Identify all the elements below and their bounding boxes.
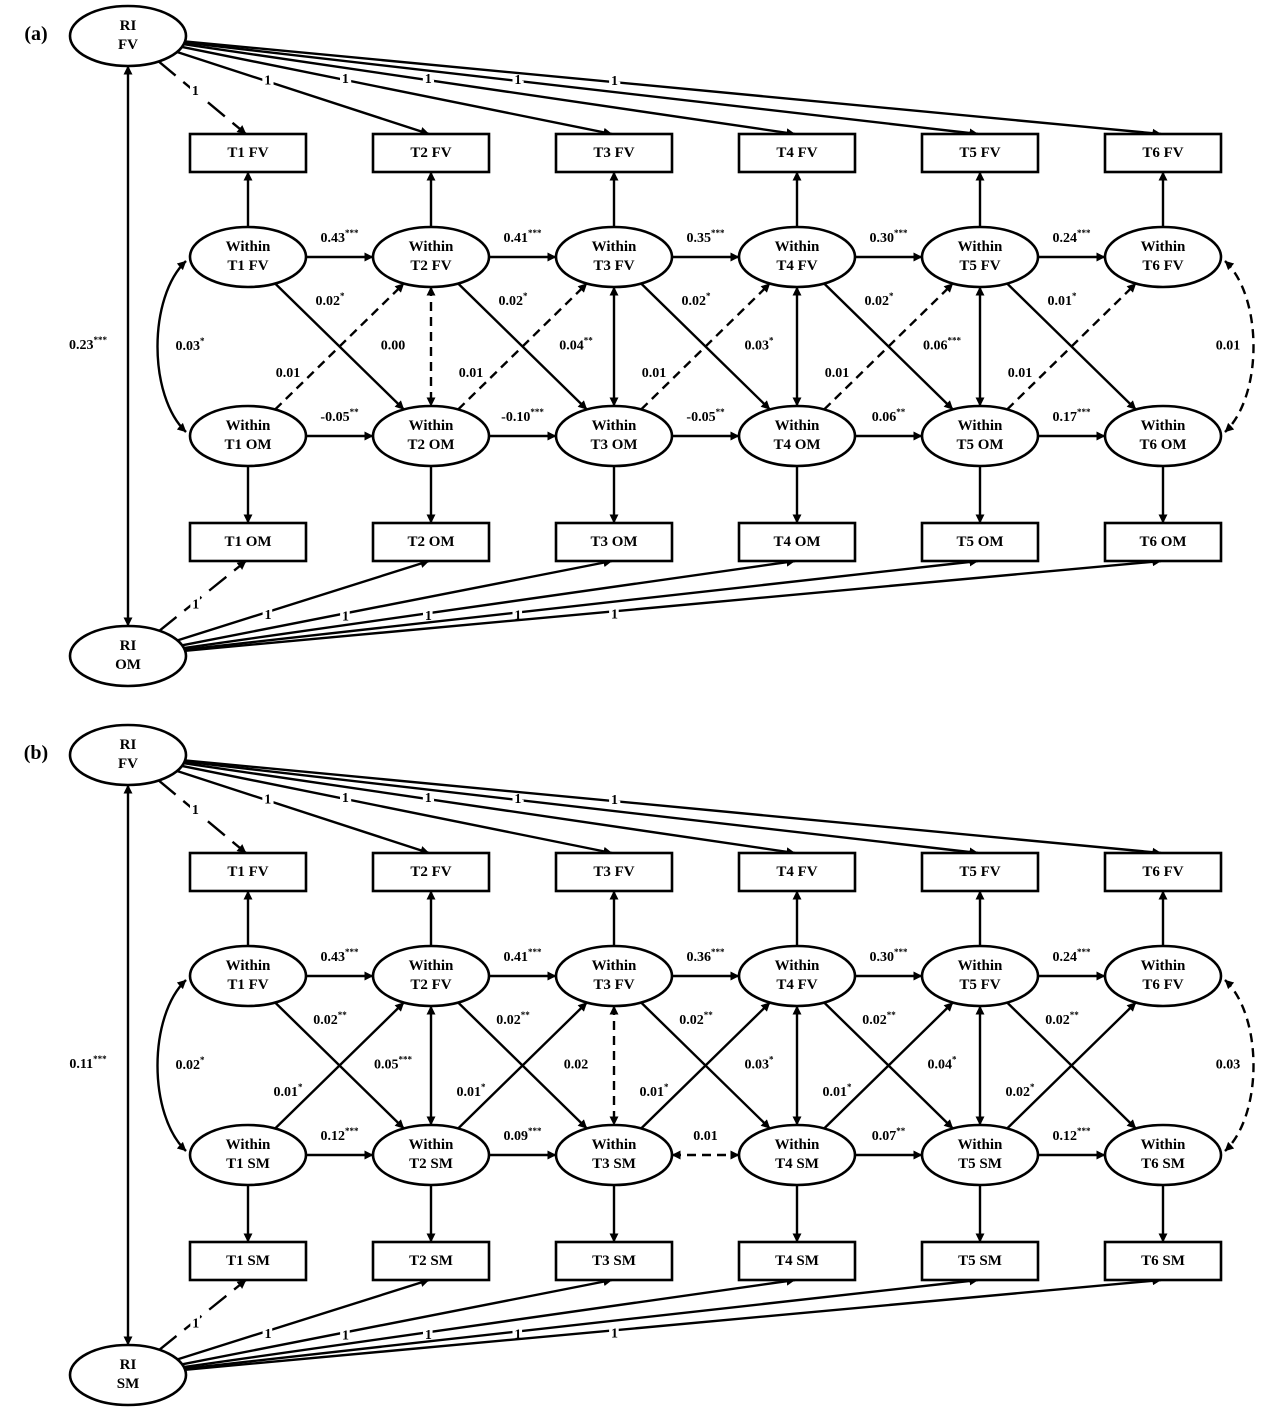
ri-top-loading-t1 (159, 780, 246, 853)
ri-top-loading-label-t1: 1 (191, 84, 199, 100)
ri-covariance-label: 0.23*** (69, 335, 107, 354)
ri-bottom-loading-t5 (185, 561, 978, 650)
bottom-within-t1-shape (190, 1125, 306, 1185)
ri-top-loading-t4 (184, 44, 795, 134)
top-within-t1 (190, 946, 306, 1006)
bottom-within-t5 (922, 1125, 1038, 1185)
top-observed-t5 (922, 134, 1038, 172)
ri-top-node (70, 6, 186, 66)
top-ar-label-t4: 0.30*** (869, 947, 908, 966)
ri-bottom-loading-t3 (182, 1280, 612, 1364)
within-covariance-label-t1: 0.02* (175, 1055, 205, 1074)
bottom-within-t4-line1: Within (774, 418, 820, 435)
within-covariance-label-t5: 0.04* (927, 1054, 957, 1073)
ri-bottom-loading-label-t2: 1 (264, 1327, 272, 1343)
ri-bottom-loading-t2 (178, 561, 429, 640)
top-observed-t4 (739, 853, 855, 891)
cross-top-to-bottom-label-t1: 0.02** (313, 1010, 347, 1029)
bottom-observed-t1 (190, 1242, 306, 1280)
ri-bottom-loading-label-t4: 1 (424, 609, 432, 625)
bottom-within-t1-line2: T1 OM (224, 437, 272, 454)
top-within-t5-line1: Within (957, 958, 1003, 975)
bottom-within-t2-shape (373, 1125, 489, 1185)
cross-top-to-bottom-label-t4: 0.02** (862, 1010, 896, 1029)
bottom-observed-t5-label: T5 SM (958, 1253, 1002, 1270)
ri-top-loading-t5 (185, 43, 978, 134)
ri-top-loading-label-t3: 1 (341, 791, 349, 807)
top-observed-t1-label: T1 FV (227, 864, 269, 881)
cross-bottom-to-top-label-t3: 0.01 (641, 366, 667, 382)
within-covariance-label-t1: 0.03* (175, 336, 205, 355)
top-ar-label-t1: 0.43*** (320, 228, 359, 247)
top-observed-t1-label: T1 FV (227, 145, 269, 162)
bottom-within-t2-line1: Within (408, 418, 454, 435)
top-ar-label-t2: 0.41*** (503, 228, 542, 247)
ri-top-node-shape (70, 725, 186, 785)
ri-bottom-loading-t2 (178, 1280, 429, 1359)
top-observed-t2 (373, 134, 489, 172)
top-within-t5 (922, 946, 1038, 1006)
bottom-observed-t4-label: T4 OM (773, 534, 821, 551)
bottom-within-t6-line1: Within (1140, 1137, 1186, 1154)
ri-bottom-node (70, 1345, 186, 1405)
top-within-t2-line2: T2 FV (410, 258, 452, 275)
bottom-within-t4-shape (739, 1125, 855, 1185)
top-observed-t6-label: T6 FV (1142, 864, 1184, 881)
cross-bottom-to-top-label-t4: 0.01* (822, 1082, 852, 1101)
cross-top-to-bottom-label-t1: 0.02* (315, 291, 345, 310)
cross-top-to-bottom-label-t5: 0.02** (1045, 1010, 1079, 1029)
ri-bottom-loading-label-t4: 1 (424, 1328, 432, 1344)
top-ar-label-t1: 0.43*** (320, 947, 359, 966)
ri-bottom-loading-label-t2: 1 (264, 608, 272, 624)
ri-covariance-label: 0.11*** (69, 1054, 107, 1073)
top-within-t1-shape (190, 227, 306, 287)
bottom-within-t4 (739, 406, 855, 466)
top-within-t1-shape (190, 946, 306, 1006)
ri-top-node-line2: FV (118, 756, 138, 773)
top-within-t3-shape (556, 227, 672, 287)
bottom-within-t4-line2: T4 OM (773, 437, 821, 454)
ri-bottom-loading-label-t3: 1 (342, 609, 350, 625)
ri-bottom-node-line1: RI (119, 638, 137, 655)
top-within-t4-line1: Within (774, 958, 820, 975)
top-within-t6-line2: T6 FV (1142, 977, 1184, 994)
top-within-t6 (1105, 946, 1221, 1006)
bottom-ar-label-t1: -0.05** (320, 407, 359, 426)
bottom-observed-t5-label: T5 OM (956, 534, 1004, 551)
bottom-observed-t4 (739, 523, 855, 561)
ri-bottom-node-shape (70, 1345, 186, 1405)
ri-top-loading-label-t3: 1 (341, 72, 349, 88)
bottom-observed-t4 (739, 1242, 855, 1280)
bottom-within-t1-shape (190, 406, 306, 466)
bottom-ar-label-t1: 0.12*** (320, 1126, 359, 1145)
top-within-t3 (556, 946, 672, 1006)
ri-top-node-line1: RI (119, 18, 137, 35)
ri-bottom-node-shape (70, 626, 186, 686)
top-within-t2 (373, 946, 489, 1006)
bottom-within-t6-shape (1105, 1125, 1221, 1185)
bottom-observed-t2-label: T2 SM (409, 1253, 453, 1270)
bottom-within-t1-line1: Within (225, 1137, 271, 1154)
bottom-ar-label-t3: -0.05** (686, 407, 725, 426)
top-ar-label-t3: 0.35*** (686, 228, 725, 247)
ri-bottom-node (70, 626, 186, 686)
top-within-t3-shape (556, 946, 672, 1006)
bottom-within-t5-shape (922, 1125, 1038, 1185)
top-observed-t4-label: T4 FV (776, 145, 818, 162)
ri-top-loading-t4 (184, 763, 795, 853)
bottom-within-t4 (739, 1125, 855, 1185)
bottom-within-t6-shape (1105, 406, 1221, 466)
top-observed-t4 (739, 134, 855, 172)
bottom-observed-t2 (373, 1242, 489, 1280)
bottom-ar-label-t5: 0.17*** (1052, 407, 1091, 426)
bottom-observed-t6 (1105, 523, 1221, 561)
within-covariance-label-t4: 0.03* (744, 1054, 774, 1073)
within-covariance-label-t4: 0.03* (744, 335, 774, 354)
top-observed-t5-label: T5 FV (959, 145, 1001, 162)
bottom-observed-t1 (190, 523, 306, 561)
ri-bottom-loading-t6 (185, 1280, 1161, 1370)
top-observed-t5 (922, 853, 1038, 891)
top-observed-t2-label: T2 FV (410, 864, 452, 881)
top-observed-t3 (556, 134, 672, 172)
bottom-within-t2 (373, 406, 489, 466)
within-covariance-label-t5: 0.06*** (923, 335, 961, 354)
within-covariance-label-t3: 0.02 (563, 1057, 589, 1073)
cross-bottom-to-top-label-t1: 0.01 (275, 366, 301, 382)
top-within-t2-shape (373, 946, 489, 1006)
cross-top-to-bottom-label-t3: 0.02* (681, 291, 711, 310)
cross-bottom-to-top-label-t3: 0.01* (639, 1082, 669, 1101)
bottom-within-t2-line1: Within (408, 1137, 454, 1154)
cross-top-to-bottom-label-t2: 0.02* (498, 291, 528, 310)
bottom-within-t2-shape (373, 406, 489, 466)
top-within-t2-line2: T2 FV (410, 977, 452, 994)
ri-top-loading-label-t4: 1 (424, 791, 432, 807)
cross-bottom-to-top-label-t5: 0.02* (1005, 1082, 1035, 1101)
ri-bottom-loading-t6 (185, 561, 1161, 651)
ri-top-loading-label-t6: 1 (610, 793, 618, 809)
top-within-t6-line1: Within (1140, 239, 1186, 256)
top-within-t5-line1: Within (957, 239, 1003, 256)
bottom-within-t2-line2: T2 SM (409, 1156, 453, 1173)
top-within-t3-line1: Within (591, 239, 637, 256)
ri-top-loading-t6 (185, 41, 1161, 134)
top-within-t1 (190, 227, 306, 287)
panel-a (24, 6, 1253, 686)
ri-bottom-loading-t1 (159, 1280, 246, 1350)
bottom-ar-label-t2: -0.10*** (501, 407, 544, 426)
bottom-observed-t2 (373, 523, 489, 561)
ri-top-node-line2: FV (118, 37, 138, 54)
bottom-observed-t1-label: T1 OM (224, 534, 272, 551)
bottom-within-t2 (373, 1125, 489, 1185)
bottom-within-t3-line1: Within (591, 418, 637, 435)
ri-bottom-loading-label-t1: 1 (192, 597, 200, 613)
within-covariance-label-t2: 0.05*** (374, 1054, 412, 1073)
top-ar-label-t4: 0.30*** (869, 228, 908, 247)
within-covariance-label-t3: 0.04** (559, 335, 593, 354)
bottom-observed-t6 (1105, 1242, 1221, 1280)
top-ar-label-t5: 0.24*** (1052, 228, 1091, 247)
within-covariance-label-t2: 0.00 (380, 338, 406, 354)
bottom-within-t4-line1: Within (774, 1137, 820, 1154)
top-within-t2 (373, 227, 489, 287)
cross-top-to-bottom-label-t5: 0.01* (1047, 291, 1077, 310)
top-within-t1-line2: T1 FV (227, 258, 269, 275)
cross-bottom-to-top-label-t2: 0.01* (456, 1082, 486, 1101)
top-within-t4-shape (739, 946, 855, 1006)
top-within-t6-line1: Within (1140, 958, 1186, 975)
cross-bottom-to-top-label-t2: 0.01 (458, 366, 484, 382)
ri-top-loading-label-t5: 1 (514, 792, 522, 808)
bottom-within-t3 (556, 1125, 672, 1185)
bottom-ar-label-t5: 0.12*** (1052, 1126, 1091, 1145)
ri-top-loading-t6 (185, 760, 1161, 853)
ri-bottom-loading-label-t5: 1 (514, 608, 522, 624)
top-observed-t3-label: T3 FV (593, 864, 635, 881)
ri-bottom-node-line1: RI (119, 1357, 137, 1374)
bottom-within-t3-line2: T3 OM (590, 437, 638, 454)
cross-bottom-to-top-label-t1: 0.01* (273, 1082, 303, 1101)
top-within-t5-line2: T5 FV (959, 258, 1001, 275)
bottom-observed-t3-label: T3 SM (592, 1253, 636, 1270)
bottom-within-t5-line1: Within (957, 418, 1003, 435)
cross-bottom-to-top-label-t5: 0.01 (1007, 366, 1033, 382)
bottom-observed-t6-label: T6 OM (1139, 534, 1187, 551)
bottom-within-t1 (190, 406, 306, 466)
within-covariance-label-t6: 0.03 (1215, 1057, 1241, 1073)
bottom-within-t3-shape (556, 406, 672, 466)
ri-top-node-shape (70, 6, 186, 66)
bottom-within-t3 (556, 406, 672, 466)
top-observed-t5-label: T5 FV (959, 864, 1001, 881)
cross-top-to-bottom-label-t4: 0.02* (864, 291, 894, 310)
ri-bottom-loading-label-t1: 1 (192, 1316, 200, 1332)
panel-label: (b) (23, 741, 49, 764)
top-observed-t6-label: T6 FV (1142, 145, 1184, 162)
ri-top-loading-t1 (159, 61, 246, 134)
bottom-observed-t3-label: T3 OM (590, 534, 638, 551)
ri-top-loading-label-t6: 1 (610, 74, 618, 90)
top-within-t4-line2: T4 FV (776, 977, 818, 994)
bottom-within-t1 (190, 1125, 306, 1185)
cross-bottom-to-top-label-t4: 0.01 (824, 366, 850, 382)
top-within-t3-line1: Within (591, 958, 637, 975)
bottom-within-t5 (922, 406, 1038, 466)
ri-top-loading-t3 (182, 47, 612, 134)
bottom-within-t3-line2: T3 SM (592, 1156, 636, 1173)
ri-bottom-loading-t1 (159, 561, 246, 631)
top-observed-t3-label: T3 FV (593, 145, 635, 162)
bottom-within-t4-shape (739, 406, 855, 466)
ri-top-node-line1: RI (119, 737, 137, 754)
bottom-within-t4-line2: T4 SM (775, 1156, 819, 1173)
bottom-within-t1-line2: T1 SM (226, 1156, 270, 1173)
bottom-within-t5-line2: T5 SM (958, 1156, 1002, 1173)
bottom-ar-label-t3: 0.01 (693, 1129, 718, 1145)
bottom-within-t3-line1: Within (591, 1137, 637, 1154)
top-within-t5-line2: T5 FV (959, 977, 1001, 994)
bottom-ar-label-t2: 0.09*** (503, 1126, 542, 1145)
top-observed-t3 (556, 853, 672, 891)
top-within-t5-shape (922, 946, 1038, 1006)
top-within-t3-line2: T3 FV (593, 977, 635, 994)
ri-bottom-loading-label-t5: 1 (514, 1327, 522, 1343)
ri-top-loading-label-t5: 1 (514, 73, 522, 89)
ri-bottom-node-line2: SM (116, 1376, 140, 1393)
top-within-t2-shape (373, 227, 489, 287)
bottom-observed-t2-label: T2 OM (407, 534, 455, 551)
ri-top-loading-label-t4: 1 (424, 72, 432, 88)
top-ar-label-t2: 0.41*** (503, 947, 542, 966)
top-within-t6-line2: T6 FV (1142, 258, 1184, 275)
top-within-t1-line2: T1 FV (227, 977, 269, 994)
cross-top-to-bottom-label-t2: 0.02** (496, 1010, 530, 1029)
ri-top-loading-t2 (177, 771, 429, 853)
top-within-t6 (1105, 227, 1221, 287)
ri-bottom-loading-label-t6: 1 (610, 607, 618, 623)
bottom-within-t6 (1105, 406, 1221, 466)
ri-top-loading-t2 (177, 52, 429, 134)
top-within-t3 (556, 227, 672, 287)
top-within-t4 (739, 227, 855, 287)
top-observed-t2-label: T2 FV (410, 145, 452, 162)
top-observed-t6 (1105, 853, 1221, 891)
top-within-t3-line2: T3 FV (593, 258, 635, 275)
top-observed-t1 (190, 134, 306, 172)
bottom-observed-t5 (922, 523, 1038, 561)
ri-bottom-node-line2: OM (115, 657, 141, 674)
bottom-within-t6-line2: T6 OM (1139, 437, 1187, 454)
bottom-within-t5-line2: T5 OM (956, 437, 1004, 454)
panel-label: (a) (24, 22, 48, 45)
bottom-ar-label-t4: 0.06** (871, 407, 906, 426)
ri-top-loading-t3 (182, 766, 612, 853)
top-observed-t4-label: T4 FV (776, 864, 818, 881)
ri-bottom-loading-t4 (184, 1280, 795, 1367)
bottom-observed-t4-label: T4 SM (775, 1253, 819, 1270)
ri-bottom-loading-t3 (182, 561, 612, 645)
top-within-t1-line1: Within (225, 239, 271, 256)
ri-top-loading-label-t1: 1 (191, 803, 199, 819)
bottom-within-t6-line2: T6 SM (1141, 1156, 1185, 1173)
ri-top-loading-t5 (185, 762, 978, 853)
top-observed-t2 (373, 853, 489, 891)
within-covariance-label-t6: 0.01 (1215, 338, 1241, 354)
top-within-t2-line1: Within (408, 239, 454, 256)
bottom-within-t5-shape (922, 406, 1038, 466)
cross-top-to-bottom-label-t3: 0.02** (679, 1010, 713, 1029)
ri-bottom-loading-label-t6: 1 (610, 1326, 618, 1342)
top-within-t2-line1: Within (408, 958, 454, 975)
top-ar-label-t5: 0.24*** (1052, 947, 1091, 966)
top-within-t5 (922, 227, 1038, 287)
top-within-t4-line2: T4 FV (776, 258, 818, 275)
ri-bottom-loading-t4 (184, 561, 795, 648)
top-observed-t6 (1105, 134, 1221, 172)
bottom-within-t1-line1: Within (225, 418, 271, 435)
ri-top-node (70, 725, 186, 785)
panel-b (24, 725, 1254, 1405)
bottom-within-t6 (1105, 1125, 1221, 1185)
bottom-observed-t3 (556, 523, 672, 561)
bottom-within-t3-shape (556, 1125, 672, 1185)
ri-top-loading-label-t2: 1 (264, 792, 272, 808)
bottom-within-t6-line1: Within (1140, 418, 1186, 435)
top-within-t4-line1: Within (774, 239, 820, 256)
top-ar-label-t3: 0.36*** (686, 947, 725, 966)
bottom-within-t2-line2: T2 OM (407, 437, 455, 454)
bottom-ar-label-t4: 0.07** (871, 1126, 906, 1145)
top-observed-t1 (190, 853, 306, 891)
top-within-t4 (739, 946, 855, 1006)
ri-bottom-loading-label-t3: 1 (342, 1328, 350, 1344)
top-within-t5-shape (922, 227, 1038, 287)
ri-bottom-loading-t5 (185, 1280, 978, 1369)
bottom-observed-t6-label: T6 SM (1141, 1253, 1185, 1270)
bottom-observed-t3 (556, 1242, 672, 1280)
bottom-observed-t5 (922, 1242, 1038, 1280)
ri-top-loading-label-t2: 1 (264, 73, 272, 89)
top-within-t1-line1: Within (225, 958, 271, 975)
top-within-t6-shape (1105, 227, 1221, 287)
bottom-observed-t1-label: T1 SM (226, 1253, 270, 1270)
bottom-within-t5-line1: Within (957, 1137, 1003, 1154)
top-within-t6-shape (1105, 946, 1221, 1006)
top-within-t4-shape (739, 227, 855, 287)
